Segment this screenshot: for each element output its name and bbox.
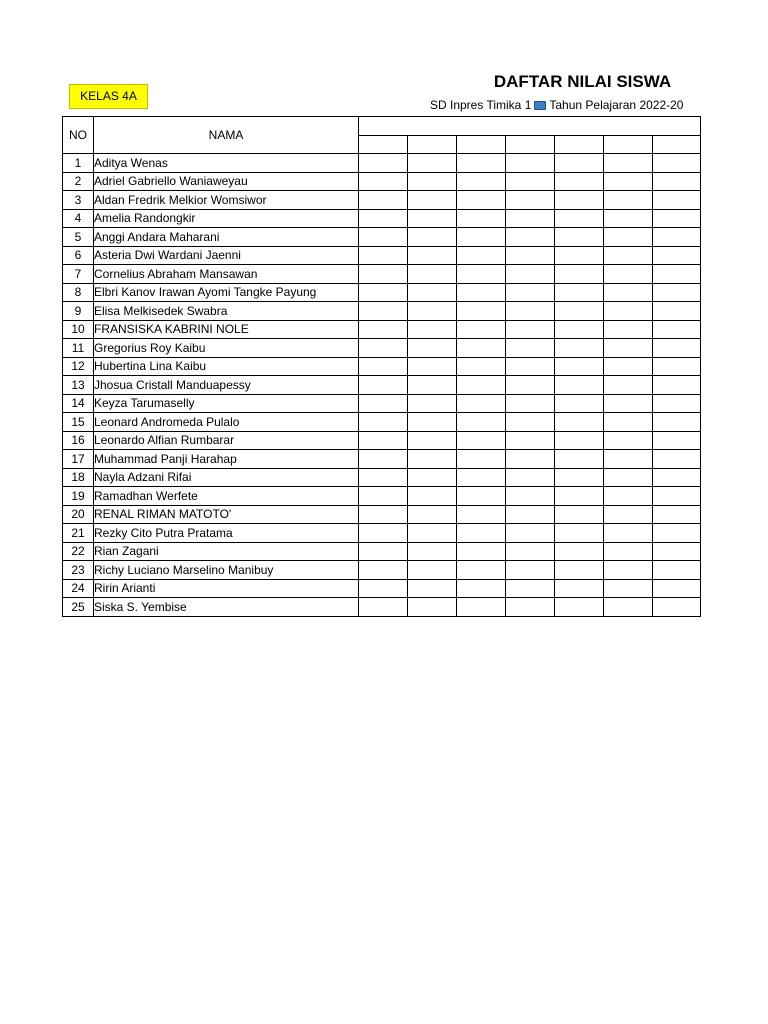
score-cell[interactable] — [653, 542, 701, 561]
student-name: Adriel Gabriello Waniaweyau — [94, 172, 359, 191]
score-cell[interactable] — [359, 302, 408, 321]
row-number: 1 — [63, 154, 94, 173]
score-cell[interactable] — [457, 265, 506, 284]
score-cell[interactable] — [359, 413, 408, 432]
score-cell[interactable] — [506, 598, 555, 617]
score-cell[interactable] — [506, 283, 555, 302]
score-column-header — [359, 135, 408, 154]
score-cell[interactable] — [653, 339, 701, 358]
table-row — [63, 505, 701, 524]
grade-rows — [63, 154, 701, 617]
student-name: Richy Luciano Marselino Manibuy — [94, 561, 359, 580]
row-number: 20 — [63, 505, 94, 524]
student-name: Jhosua Cristall Manduapessy — [94, 376, 359, 395]
table-row — [63, 487, 701, 506]
score-cell[interactable] — [555, 579, 604, 598]
score-cell[interactable] — [506, 172, 555, 191]
score-cell[interactable] — [653, 154, 701, 173]
subtitle — [430, 98, 700, 112]
score-cell[interactable] — [604, 209, 653, 228]
score-cell[interactable] — [408, 524, 457, 543]
score-cell[interactable] — [555, 172, 604, 191]
score-column-header — [506, 135, 555, 154]
score-cell[interactable] — [604, 505, 653, 524]
score-cell[interactable] — [506, 561, 555, 580]
score-cell[interactable] — [653, 579, 701, 598]
table-row — [63, 394, 701, 413]
score-cell[interactable] — [555, 468, 604, 487]
table-row — [63, 561, 701, 580]
header-row — [63, 117, 701, 136]
score-cell[interactable] — [457, 450, 506, 469]
score-cell[interactable] — [457, 579, 506, 598]
table-row — [63, 339, 701, 358]
score-cell[interactable] — [457, 542, 506, 561]
score-cell[interactable] — [408, 357, 457, 376]
row-number: 11 — [63, 339, 94, 358]
student-name: Anggi Andara Maharani — [94, 228, 359, 247]
score-cell[interactable] — [555, 320, 604, 339]
score-cell[interactable] — [408, 320, 457, 339]
row-number: 15 — [63, 413, 94, 432]
score-cell[interactable] — [457, 598, 506, 617]
table-row — [63, 191, 701, 210]
score-cell[interactable] — [604, 339, 653, 358]
table-row — [63, 598, 701, 617]
score-cell[interactable] — [408, 413, 457, 432]
row-number: 18 — [63, 468, 94, 487]
score-cell[interactable] — [457, 394, 506, 413]
score-cell[interactable] — [604, 320, 653, 339]
score-cell[interactable] — [506, 413, 555, 432]
score-cell[interactable] — [604, 413, 653, 432]
row-number: 8 — [63, 283, 94, 302]
score-cell[interactable] — [653, 487, 701, 506]
table-row — [63, 542, 701, 561]
score-cell[interactable] — [604, 283, 653, 302]
score-cell[interactable] — [359, 376, 408, 395]
score-cell[interactable] — [604, 542, 653, 561]
score-cell[interactable] — [408, 505, 457, 524]
table-row — [63, 172, 701, 191]
student-name: Keyza Tarumaselly — [94, 394, 359, 413]
table-row — [63, 376, 701, 395]
row-number: 10 — [63, 320, 94, 339]
score-cell[interactable] — [457, 191, 506, 210]
score-cell[interactable] — [604, 172, 653, 191]
academic-year: Tahun Pelajaran 2022-20 — [549, 98, 684, 112]
score-cell[interactable] — [506, 339, 555, 358]
score-cell[interactable] — [555, 265, 604, 284]
score-cell[interactable] — [359, 487, 408, 506]
score-column-header — [457, 135, 506, 154]
header-no: NO — [63, 117, 94, 154]
score-cell[interactable] — [359, 579, 408, 598]
score-cell[interactable] — [604, 302, 653, 321]
student-name: Nayla Adzani Rifai — [94, 468, 359, 487]
row-number: 14 — [63, 394, 94, 413]
score-cell[interactable] — [457, 228, 506, 247]
row-number: 24 — [63, 579, 94, 598]
score-column-header — [408, 135, 457, 154]
table-row — [63, 413, 701, 432]
score-group-header — [359, 117, 701, 136]
student-name: Elbri Kanov Irawan Ayomi Tangke Payung — [94, 283, 359, 302]
score-cell[interactable] — [555, 542, 604, 561]
score-cell[interactable] — [408, 561, 457, 580]
score-cell[interactable] — [555, 154, 604, 173]
score-cell[interactable] — [359, 283, 408, 302]
score-cell[interactable] — [506, 468, 555, 487]
student-name: Siska S. Yembise — [94, 598, 359, 617]
score-cell[interactable] — [653, 505, 701, 524]
student-name: Rian Zagani — [94, 542, 359, 561]
score-cell[interactable] — [408, 339, 457, 358]
score-cell[interactable] — [506, 209, 555, 228]
student-name: Muhammad Panji Harahap — [94, 450, 359, 469]
score-cell[interactable] — [653, 191, 701, 210]
monitor-icon — [534, 101, 546, 110]
score-column-header — [555, 135, 604, 154]
score-cell[interactable] — [408, 598, 457, 617]
student-name: Elisa Melkisedek Swabra — [94, 302, 359, 321]
score-cell[interactable] — [457, 561, 506, 580]
table-row — [63, 320, 701, 339]
score-cell[interactable] — [506, 524, 555, 543]
score-cell[interactable] — [555, 413, 604, 432]
score-cell[interactable] — [653, 357, 701, 376]
header-name: NAMA — [94, 117, 359, 154]
score-cell[interactable] — [555, 487, 604, 506]
score-cell[interactable] — [604, 265, 653, 284]
table-row — [63, 468, 701, 487]
score-cell[interactable] — [457, 283, 506, 302]
score-cell[interactable] — [457, 468, 506, 487]
score-cell[interactable] — [653, 228, 701, 247]
student-name: Amelia Randongkir — [94, 209, 359, 228]
table-row — [63, 265, 701, 284]
score-cell[interactable] — [555, 283, 604, 302]
score-cell[interactable] — [653, 283, 701, 302]
row-number: 23 — [63, 561, 94, 580]
score-cell[interactable] — [506, 302, 555, 321]
score-cell[interactable] — [653, 302, 701, 321]
score-cell[interactable] — [408, 265, 457, 284]
table-row — [63, 154, 701, 173]
score-cell[interactable] — [359, 394, 408, 413]
score-cell[interactable] — [555, 357, 604, 376]
score-cell[interactable] — [653, 265, 701, 284]
score-cell[interactable] — [653, 209, 701, 228]
table-row — [63, 228, 701, 247]
score-cell[interactable] — [604, 487, 653, 506]
score-cell[interactable] — [408, 283, 457, 302]
score-cell[interactable] — [555, 431, 604, 450]
score-cell[interactable] — [457, 209, 506, 228]
grades-table — [62, 116, 701, 617]
student-name: Aditya Wenas — [94, 154, 359, 173]
score-cell[interactable] — [408, 172, 457, 191]
score-cell[interactable] — [359, 172, 408, 191]
row-number: 19 — [63, 487, 94, 506]
student-name: Cornelius Abraham Mansawan — [94, 265, 359, 284]
score-cell[interactable] — [604, 394, 653, 413]
score-cell[interactable] — [604, 524, 653, 543]
score-cell[interactable] — [555, 228, 604, 247]
score-cell[interactable] — [604, 191, 653, 210]
score-cell[interactable] — [653, 450, 701, 469]
row-number: 21 — [63, 524, 94, 543]
table-row — [63, 209, 701, 228]
score-cell[interactable] — [506, 505, 555, 524]
score-cell[interactable] — [653, 413, 701, 432]
score-cell[interactable] — [506, 246, 555, 265]
row-number: 6 — [63, 246, 94, 265]
score-cell[interactable] — [359, 505, 408, 524]
table-row — [63, 302, 701, 321]
score-cell[interactable] — [604, 561, 653, 580]
score-cell[interactable] — [506, 228, 555, 247]
score-cell[interactable] — [653, 598, 701, 617]
score-cell[interactable] — [408, 154, 457, 173]
score-cell[interactable] — [408, 468, 457, 487]
score-cell[interactable] — [457, 339, 506, 358]
score-cell[interactable] — [408, 228, 457, 247]
score-cell[interactable] — [555, 191, 604, 210]
score-cell[interactable] — [359, 431, 408, 450]
score-cell[interactable] — [359, 524, 408, 543]
school-name: SD Inpres Timika 1 — [430, 98, 532, 112]
score-cell[interactable] — [457, 357, 506, 376]
table-row — [63, 431, 701, 450]
score-cell[interactable] — [506, 450, 555, 469]
score-cell[interactable] — [408, 209, 457, 228]
score-cell[interactable] — [653, 376, 701, 395]
score-cell[interactable] — [506, 154, 555, 173]
page-title: DAFTAR NILAI SISWA — [493, 72, 672, 91]
row-number: 13 — [63, 376, 94, 395]
score-cell[interactable] — [359, 246, 408, 265]
score-cell[interactable] — [457, 524, 506, 543]
score-cell[interactable] — [359, 542, 408, 561]
row-number: 7 — [63, 265, 94, 284]
score-cell[interactable] — [604, 579, 653, 598]
score-cell[interactable] — [359, 561, 408, 580]
student-name: Ramadhan Werfete — [94, 487, 359, 506]
table-row — [63, 357, 701, 376]
table-row — [63, 524, 701, 543]
score-cell[interactable] — [408, 542, 457, 561]
score-cell[interactable] — [408, 394, 457, 413]
score-cell[interactable] — [457, 431, 506, 450]
score-cell[interactable] — [653, 172, 701, 191]
score-cell[interactable] — [408, 450, 457, 469]
score-cell[interactable] — [506, 357, 555, 376]
row-number: 25 — [63, 598, 94, 617]
score-cell[interactable] — [359, 468, 408, 487]
score-column-header — [604, 135, 653, 154]
score-cell[interactable] — [555, 246, 604, 265]
class-label: KELAS 4A — [69, 84, 148, 109]
score-cell[interactable] — [604, 246, 653, 265]
score-cell[interactable] — [359, 357, 408, 376]
score-cell[interactable] — [408, 431, 457, 450]
score-cell[interactable] — [653, 431, 701, 450]
table-row — [63, 283, 701, 302]
score-cell[interactable] — [408, 579, 457, 598]
score-cell[interactable] — [506, 431, 555, 450]
score-cell[interactable] — [506, 542, 555, 561]
score-cell[interactable] — [457, 302, 506, 321]
score-cell[interactable] — [457, 487, 506, 506]
score-cell[interactable] — [604, 376, 653, 395]
score-cell[interactable] — [604, 228, 653, 247]
score-cell[interactable] — [506, 376, 555, 395]
score-cell[interactable] — [604, 154, 653, 173]
score-cell[interactable] — [555, 302, 604, 321]
student-name: Gregorius Roy Kaibu — [94, 339, 359, 358]
score-cell[interactable] — [408, 487, 457, 506]
score-cell[interactable] — [604, 468, 653, 487]
row-number: 16 — [63, 431, 94, 450]
score-cell[interactable] — [506, 394, 555, 413]
score-cell[interactable] — [359, 154, 408, 173]
score-cell[interactable] — [359, 339, 408, 358]
row-number: 22 — [63, 542, 94, 561]
score-cell[interactable] — [359, 265, 408, 284]
score-cell[interactable] — [604, 450, 653, 469]
score-cell[interactable] — [555, 394, 604, 413]
row-number: 9 — [63, 302, 94, 321]
score-cell[interactable] — [653, 524, 701, 543]
score-cell[interactable] — [555, 524, 604, 543]
score-cell[interactable] — [555, 561, 604, 580]
score-cell[interactable] — [408, 191, 457, 210]
score-cell[interactable] — [604, 357, 653, 376]
student-name: Leonardo Alfian Rumbarar — [94, 431, 359, 450]
student-name: Leonard Andromeda Pulalo — [94, 413, 359, 432]
score-cell[interactable] — [457, 154, 506, 173]
student-name: Ririn Arianti — [94, 579, 359, 598]
student-name: Hubertina Lina Kaibu — [94, 357, 359, 376]
score-cell[interactable] — [506, 265, 555, 284]
table-row — [63, 246, 701, 265]
row-number: 17 — [63, 450, 94, 469]
score-column-header — [653, 135, 701, 154]
score-cell[interactable] — [555, 376, 604, 395]
score-cell[interactable] — [555, 505, 604, 524]
score-cell[interactable] — [604, 431, 653, 450]
score-cell[interactable] — [653, 561, 701, 580]
score-cell[interactable] — [359, 450, 408, 469]
score-cell[interactable] — [506, 487, 555, 506]
row-number: 2 — [63, 172, 94, 191]
score-cell[interactable] — [604, 598, 653, 617]
row-number: 4 — [63, 209, 94, 228]
student-name: Aldan Fredrik Melkior Womsiwor — [94, 191, 359, 210]
row-number: 5 — [63, 228, 94, 247]
student-name: FRANSISKA KABRINI NOLE — [94, 320, 359, 339]
score-cell[interactable] — [653, 246, 701, 265]
score-cell[interactable] — [408, 302, 457, 321]
score-cell[interactable] — [555, 450, 604, 469]
score-cell[interactable] — [359, 191, 408, 210]
score-cell[interactable] — [457, 172, 506, 191]
score-cell[interactable] — [506, 191, 555, 210]
score-cell[interactable] — [653, 394, 701, 413]
score-cell[interactable] — [408, 246, 457, 265]
score-cell[interactable] — [555, 339, 604, 358]
score-cell[interactable] — [506, 579, 555, 598]
student-name: RENAL RIMAN MATOTO' — [94, 505, 359, 524]
score-cell[interactable] — [359, 320, 408, 339]
student-name: Rezky Cito Putra Pratama — [94, 524, 359, 543]
score-cell[interactable] — [359, 598, 408, 617]
score-cell[interactable] — [359, 209, 408, 228]
student-name: Asteria Dwi Wardani Jaenni — [94, 246, 359, 265]
score-cell[interactable] — [408, 376, 457, 395]
table-row — [63, 450, 701, 469]
score-cell[interactable] — [653, 468, 701, 487]
score-cell[interactable] — [457, 505, 506, 524]
score-cell[interactable] — [555, 209, 604, 228]
row-number: 3 — [63, 191, 94, 210]
score-cell[interactable] — [359, 228, 408, 247]
score-cell[interactable] — [457, 413, 506, 432]
score-cell[interactable] — [457, 246, 506, 265]
score-cell[interactable] — [506, 320, 555, 339]
table-row — [63, 579, 701, 598]
row-number: 12 — [63, 357, 94, 376]
score-cell[interactable] — [457, 320, 506, 339]
score-cell[interactable] — [457, 376, 506, 395]
score-cell[interactable] — [653, 320, 701, 339]
score-cell[interactable] — [555, 598, 604, 617]
